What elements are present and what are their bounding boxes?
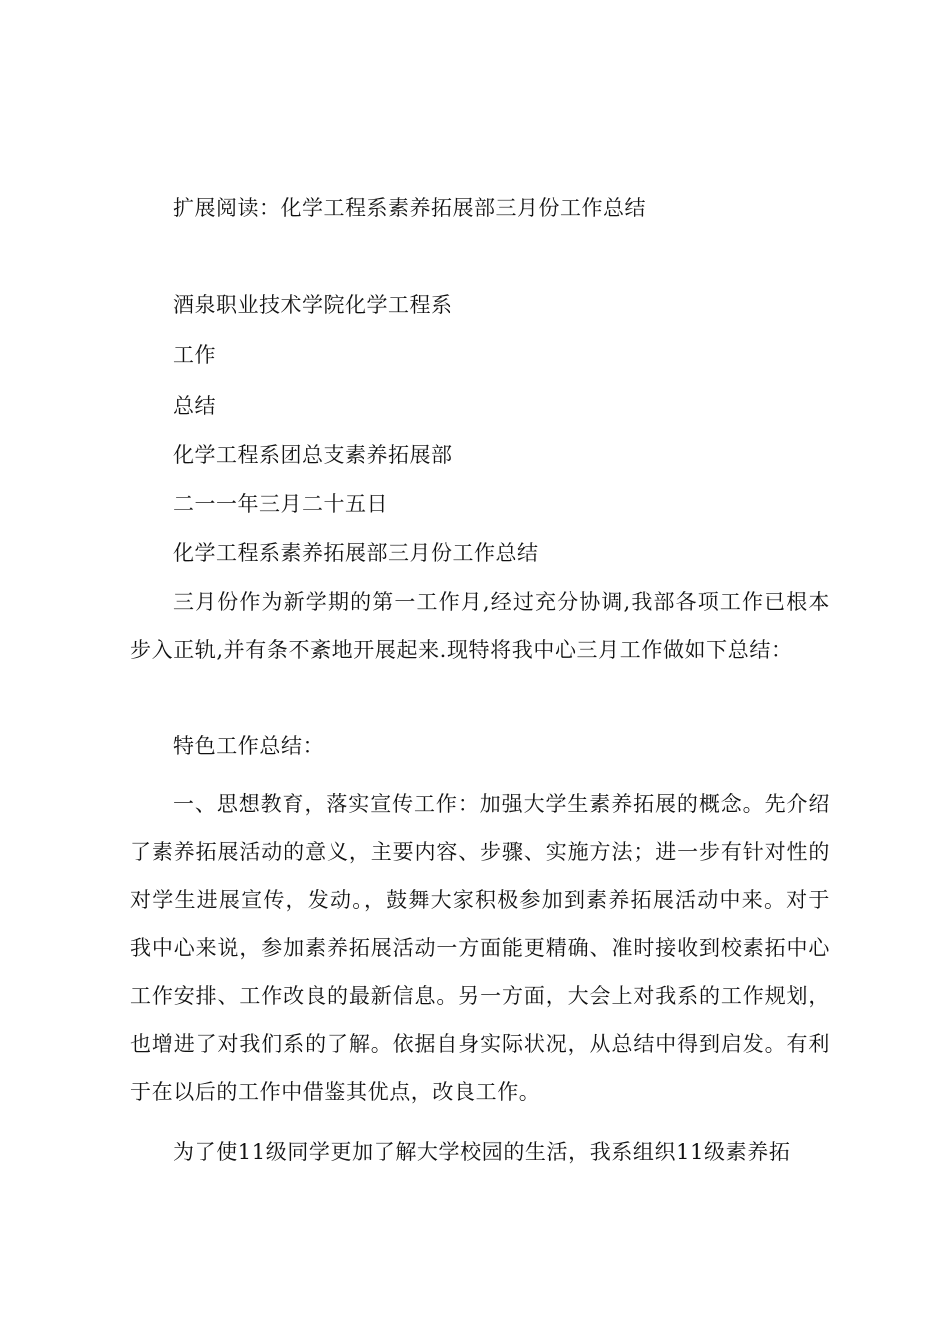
cover-line-summary: 总结 (173, 394, 216, 418)
cover-department: 化学工程系团总支素养拓展部 (173, 443, 453, 467)
cover-date: 二一一年三月二十五日 (173, 492, 388, 516)
paragraph-intro: 三月份作为新学期的第一工作月,经过充分协调,我部各项工作已根本步入正轨,并有条不紊地开展起来.现特将我中心三月工作做如下总结： (130, 590, 830, 662)
document-subtitle: 化学工程系素养拓展部三月份工作总结 (173, 541, 539, 565)
paragraph-class-11: 为了使11级同学更加了解大学校园的生活，我系组织11级素养拓 (173, 1140, 791, 1164)
paragraph-item-one: 一、思想教育，落实宣传工作：加强大学生素养拓展的概念。先介绍了素养拓展活动的意义，主要内容、步骤、实施方法；进一步有针对性的对学生进展宣传，发动。，鼓舞大家积极参加到素养拓展活动中来。对于我中心来说，参加素养拓展活动一方面能更精确、准时接收到校素拓中心工作安排、工作改良的最新信息。另一方面，大会上对我系的工作规划，也增进了对我们系的了解。依据自身实际状况，从总结中得到启发。有利于在以后的工作中借鉴其优点，改良工作。 (130, 792, 830, 1104)
paragraph-section-heading: 特色工作总结： (173, 734, 325, 758)
document-heading: 扩展阅读：化学工程系素养拓展部三月份工作总结 (173, 196, 646, 220)
cover-institution: 酒泉职业技术学院化学工程系 (173, 293, 453, 317)
cover-line-work: 工作 (173, 343, 216, 367)
